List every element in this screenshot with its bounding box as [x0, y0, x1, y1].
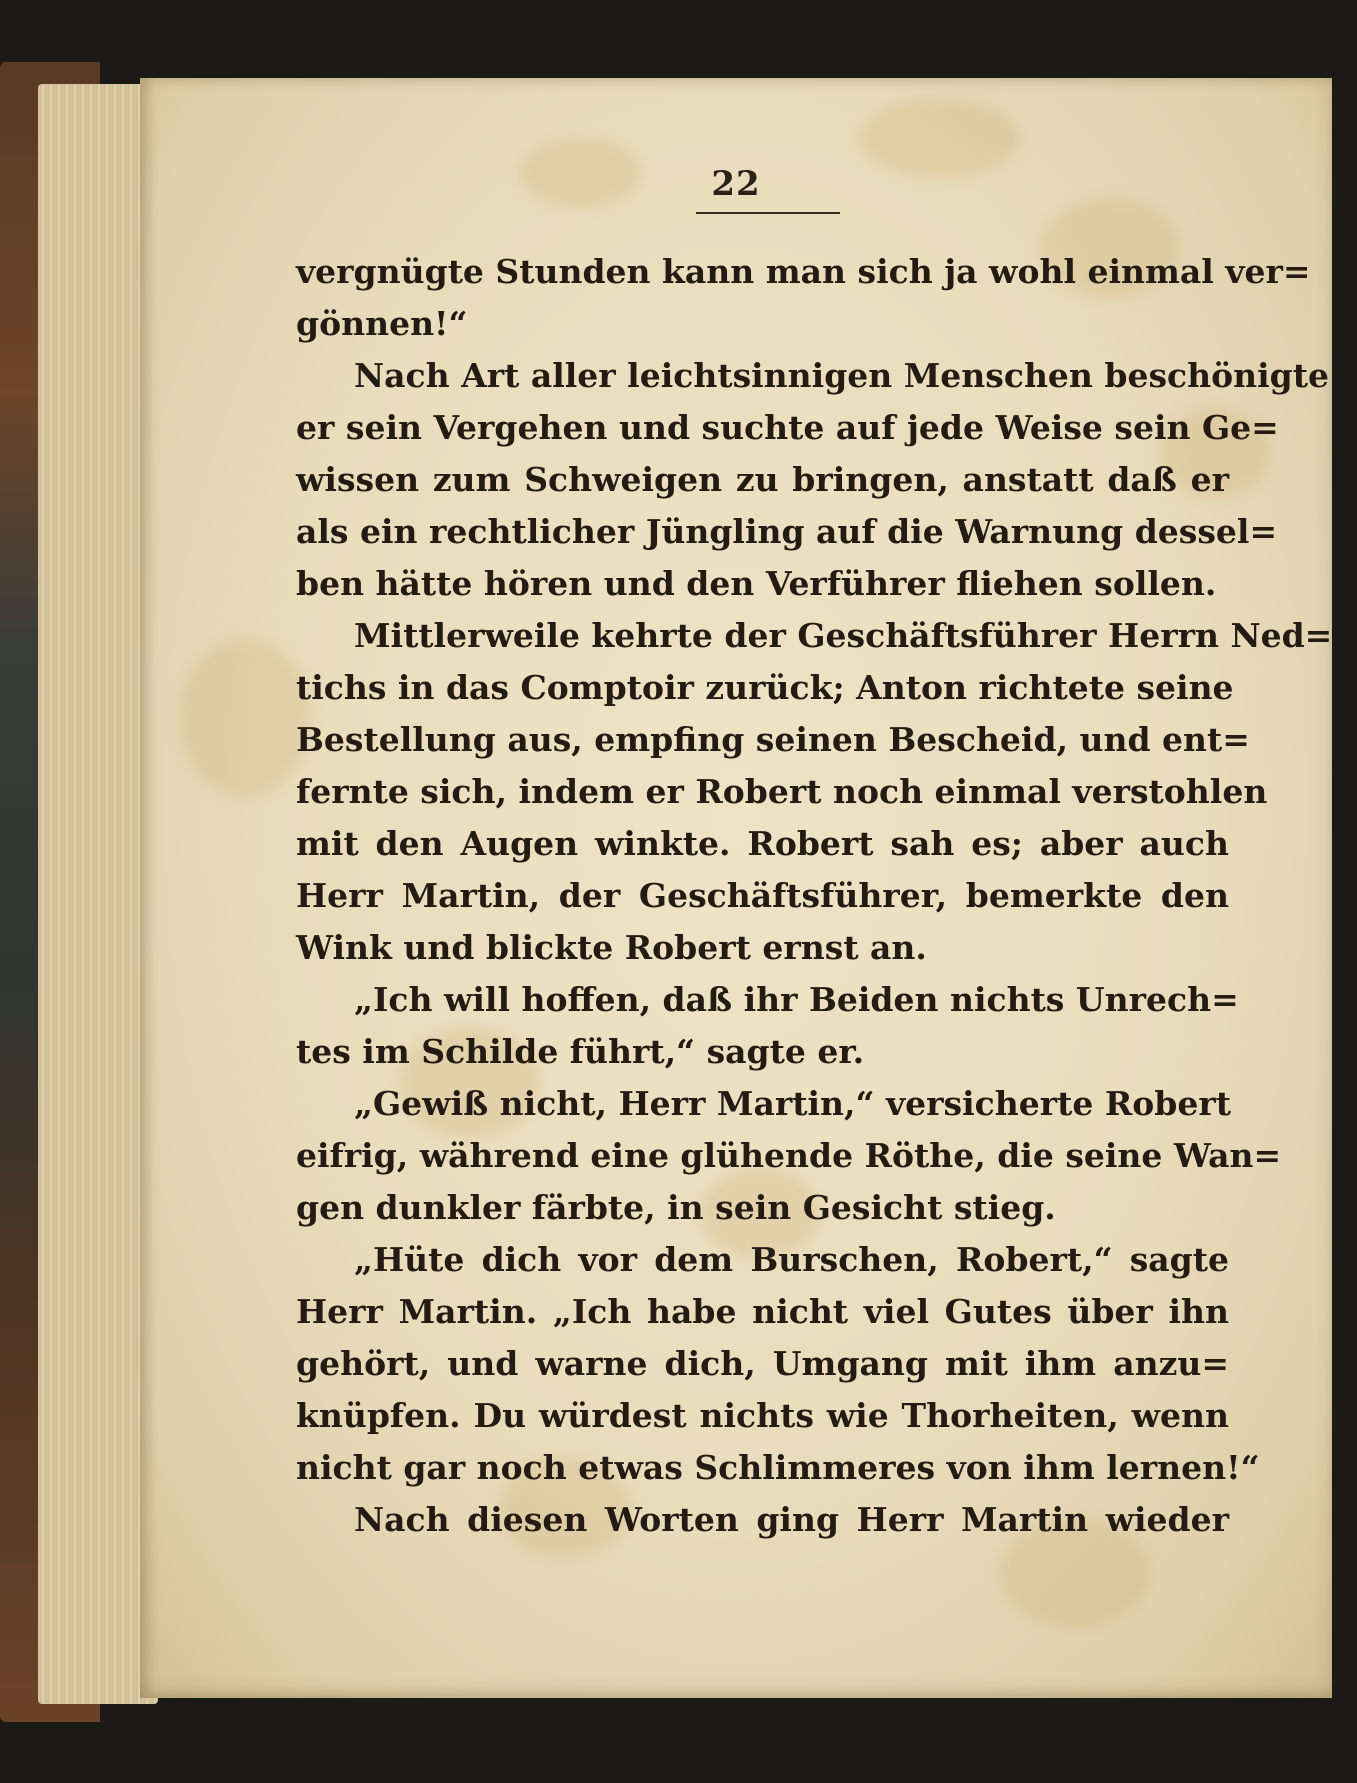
page-number-rule [696, 212, 840, 214]
body-text [296, 246, 1333, 1546]
text-line: Herr Martin. „Ich habe nicht viel Gutes über ihn [296, 1292, 1229, 1331]
text-line: gen dunkler färbte, in sein Gesicht stieg. [296, 1188, 1056, 1227]
text-line: er sein Vergehen und suchte auf jede Weise sein Ge= [296, 408, 1279, 447]
text-line: mit den Augen winkte. Robert sah es; aber auch [296, 824, 1229, 863]
text-line: gehört, und warne dich, Umgang mit ihm anzu= [296, 1344, 1229, 1383]
text-line: Bestellung aus, empfing seinen Bescheid, und ent= [296, 720, 1250, 759]
text-line: tes im Schilde führt,“ sagte er. [296, 1032, 865, 1071]
text-line: als ein rechtlicher Jüngling auf die Warnung dessel= [296, 512, 1278, 551]
text-line: Wink und blickte Robert ernst an. [296, 928, 927, 967]
text-line: vergnügte Stunden kann man sich ja wohl einmal ver= [296, 252, 1311, 291]
text-line: Herr Martin, der Geschäftsführer, bemerkte den [296, 876, 1229, 915]
text-line: tichs in das Comptoir zurück; Anton richtete seine [296, 668, 1234, 707]
text-line: knüpfen. Du würdest nichts wie Thorheiten, wenn [296, 1396, 1229, 1435]
stain [180, 638, 310, 798]
text-line: Nach Art aller leichtsinnigen Menschen beschönigte [354, 356, 1329, 395]
text-line: Nach diesen Worten ging Herr Martin wieder [354, 1500, 1229, 1539]
text-line: „Ich will hoffen, daß ihr Beiden nichts Unrech= [354, 980, 1239, 1019]
page-number: 22 [711, 164, 761, 204]
text-line: Mittlerweile kehrte der Geschäftsführer Herrn Ned= [354, 616, 1333, 655]
text-line: wissen zum Schweigen zu bringen, anstatt daß er [296, 460, 1229, 499]
text-line: „Gewiß nicht, Herr Martin,“ versicherte Robert [354, 1084, 1231, 1123]
text-line: eifrig, während eine glühende Röthe, die seine Wan= [296, 1136, 1282, 1175]
text-line: nicht gar noch etwas Schlimmeres von ihm lernen!“ [296, 1448, 1260, 1487]
text-line: ben hätte hören und den Verführer fliehen sollen. [296, 564, 1217, 603]
book-page [140, 78, 1332, 1698]
text-line: fernte sich, indem er Robert noch einmal verstohlen [296, 772, 1268, 811]
text-line: gönnen!“ [296, 304, 468, 343]
text-line: „Hüte dich vor dem Burschen, Robert,“ sagte [354, 1240, 1229, 1279]
